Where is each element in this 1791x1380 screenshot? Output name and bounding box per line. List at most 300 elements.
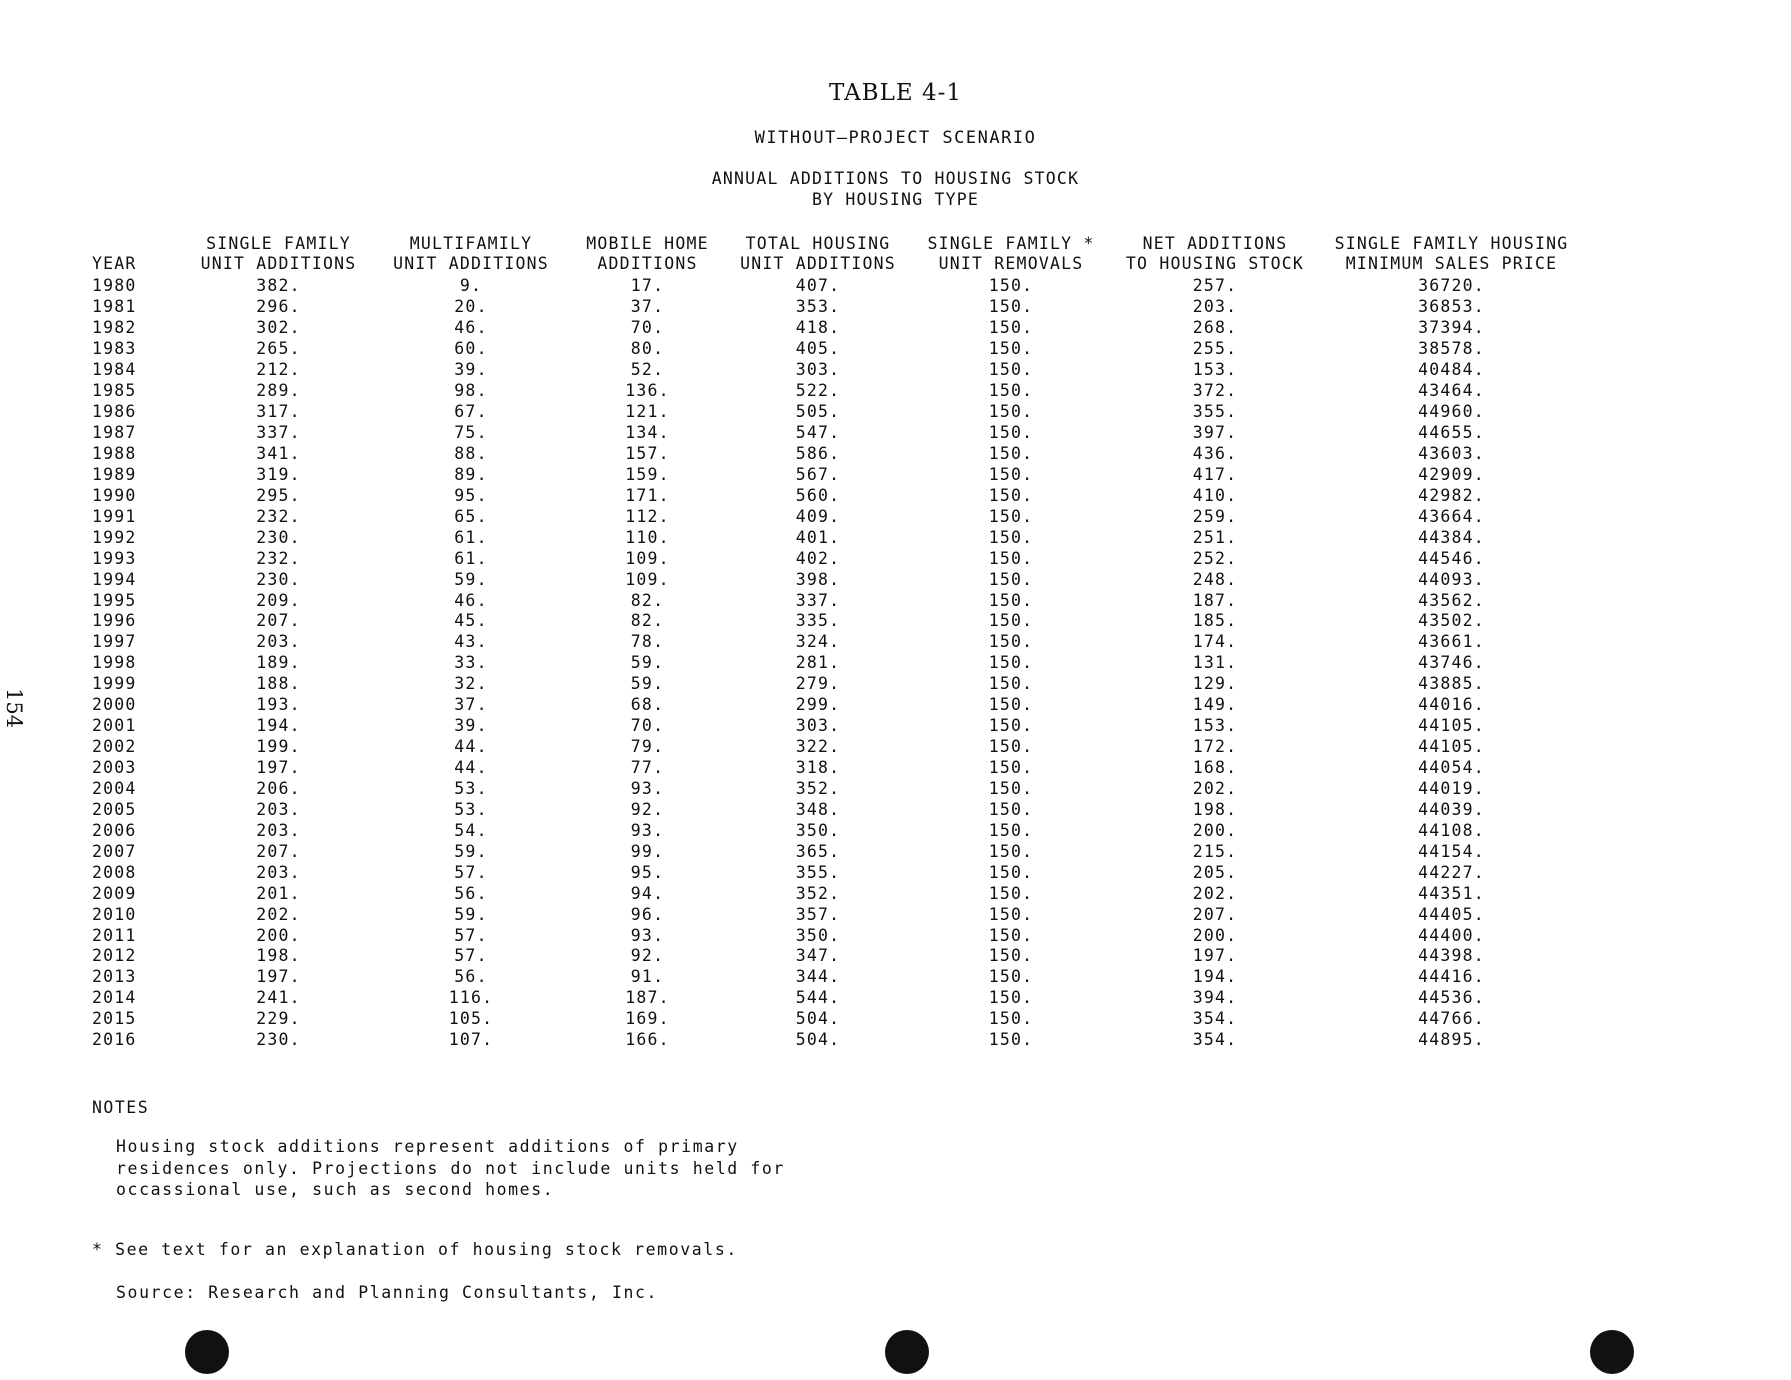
year-cell: 2014 — [92, 988, 137, 1008]
total-cell: 504. — [795, 1009, 841, 1029]
mobile-home-cell: 17. — [630, 276, 665, 296]
mobile-home-cell: 91. — [630, 967, 665, 987]
net-additions-cell: 172. — [1192, 737, 1238, 757]
total-cell: 407. — [795, 276, 841, 296]
single-family-cell: 198. — [256, 946, 301, 966]
housing-additions-table — [92, 234, 1583, 1051]
min-price-cell: 44405. — [1418, 904, 1485, 924]
column-header-single-family: SINGLE FAMILY UNIT ADDITIONS — [200, 234, 357, 273]
removals-cell: 150. — [988, 988, 1034, 1008]
single-family-cell: 197. — [256, 967, 301, 987]
multifamily-cell: 39. — [454, 360, 488, 380]
column-header-mobile-home: MOBILE HOME ADDITIONS — [586, 234, 709, 273]
multifamily-cell: 61. — [454, 527, 488, 547]
single-family-cell: 232. — [256, 548, 301, 568]
year-cell: 1985 — [92, 381, 137, 401]
single-family-cell: 193. — [256, 695, 301, 715]
single-family-cell: 203. — [256, 862, 301, 882]
table-header-row — [92, 234, 1583, 276]
min-price-cell: 44398. — [1418, 946, 1485, 966]
mobile-home-cell: 37. — [630, 297, 665, 317]
multifamily-cell: 43. — [454, 632, 488, 652]
net-additions-cell: 251. — [1192, 527, 1238, 547]
footnote: * See text for an explanation of housing stock removals. — [92, 1240, 738, 1259]
net-additions-cell: 149. — [1192, 695, 1238, 715]
net-additions-cell: 248. — [1192, 569, 1238, 589]
year-cell: 1991 — [92, 506, 137, 526]
multifamily-cell: 105. — [448, 1009, 494, 1029]
total-cell: 353. — [795, 297, 841, 317]
column-header-multifamily: MULTIFAMILY UNIT ADDITIONS — [393, 234, 549, 273]
total-cell: 357. — [795, 904, 841, 924]
year-cell: 2006 — [92, 820, 137, 840]
min-price-cell: 44546. — [1418, 548, 1485, 568]
single-family-cell: 207. — [256, 841, 301, 861]
removals-cell: 150. — [988, 695, 1034, 715]
table-row — [92, 506, 1583, 527]
mobile-home-cell: 79. — [630, 737, 665, 757]
removals-cell: 150. — [988, 674, 1034, 694]
net-additions-cell: 354. — [1192, 1009, 1238, 1029]
min-price-cell: 44154. — [1418, 841, 1485, 861]
total-cell: 303. — [795, 716, 841, 736]
removals-cell: 150. — [988, 381, 1034, 401]
single-family-cell: 241. — [256, 988, 301, 1008]
mobile-home-cell: 169. — [625, 1009, 670, 1029]
table-row — [92, 904, 1583, 925]
mobile-home-cell: 109. — [625, 548, 670, 568]
single-family-cell: 341. — [256, 443, 301, 463]
table-row — [92, 779, 1583, 800]
mobile-home-cell: 82. — [630, 611, 665, 631]
removals-cell: 150. — [988, 590, 1034, 610]
net-additions-cell: 394. — [1192, 988, 1238, 1008]
net-additions-cell: 268. — [1192, 318, 1238, 338]
removals-cell: 150. — [988, 841, 1034, 861]
multifamily-cell: 54. — [454, 820, 488, 840]
single-family-cell: 188. — [256, 674, 301, 694]
removals-cell: 150. — [988, 716, 1034, 736]
total-cell: 318. — [795, 758, 841, 778]
year-cell: 1987 — [92, 423, 137, 443]
multifamily-cell: 60. — [454, 339, 488, 359]
punch-hole — [885, 1330, 929, 1374]
year-cell: 1982 — [92, 318, 137, 338]
single-family-cell: 206. — [256, 778, 301, 798]
total-cell: 522. — [795, 381, 841, 401]
total-cell: 586. — [795, 443, 841, 463]
single-family-cell: 203. — [256, 820, 301, 840]
net-additions-cell: 153. — [1192, 360, 1238, 380]
single-family-cell: 203. — [256, 799, 301, 819]
removals-cell: 150. — [988, 569, 1034, 589]
table-row — [92, 799, 1583, 820]
removals-cell: 150. — [988, 297, 1034, 317]
total-cell: 303. — [795, 360, 841, 380]
multifamily-cell: 56. — [454, 883, 488, 903]
mobile-home-cell: 109. — [625, 569, 670, 589]
min-price-cell: 44039. — [1418, 799, 1485, 819]
multifamily-cell: 88. — [454, 443, 488, 463]
single-family-cell: 295. — [256, 485, 301, 505]
year-cell: 2011 — [92, 925, 137, 945]
min-price-cell: 43502. — [1418, 611, 1485, 631]
multifamily-cell: 89. — [454, 464, 488, 484]
total-cell: 544. — [795, 988, 841, 1008]
table-row — [92, 862, 1583, 883]
single-family-cell: 317. — [256, 402, 301, 422]
mobile-home-cell: 159. — [625, 464, 670, 484]
multifamily-cell: 57. — [454, 946, 488, 966]
punch-hole — [1590, 1330, 1634, 1374]
mobile-home-cell: 94. — [630, 883, 665, 903]
table-row — [92, 485, 1583, 506]
year-cell: 2008 — [92, 862, 137, 882]
table-row — [92, 737, 1583, 758]
removals-cell: 150. — [988, 276, 1034, 296]
removals-cell: 150. — [988, 464, 1034, 484]
year-cell: 2000 — [92, 695, 137, 715]
multifamily-cell: 95. — [454, 485, 488, 505]
description-line-2: BY HOUSING TYPE — [811, 190, 979, 209]
min-price-cell: 44536. — [1418, 988, 1485, 1008]
year-cell: 2004 — [92, 778, 137, 798]
net-additions-cell: 259. — [1192, 506, 1238, 526]
multifamily-cell: 44. — [454, 758, 488, 778]
net-additions-cell: 185. — [1192, 611, 1238, 631]
multifamily-cell: 9. — [459, 276, 483, 296]
multifamily-cell: 37. — [454, 695, 488, 715]
total-cell: 348. — [795, 799, 841, 819]
table-row — [92, 297, 1583, 318]
table-row — [92, 590, 1583, 611]
net-additions-cell: 200. — [1192, 925, 1238, 945]
single-family-cell: 212. — [256, 360, 301, 380]
multifamily-cell: 107. — [448, 1030, 494, 1050]
net-additions-cell: 194. — [1192, 967, 1238, 987]
single-family-cell: 230. — [256, 527, 301, 547]
multifamily-cell: 44. — [454, 737, 488, 757]
multifamily-cell: 32. — [454, 674, 488, 694]
year-cell: 1988 — [92, 443, 137, 463]
table-row — [92, 674, 1583, 695]
net-additions-cell: 203. — [1192, 297, 1238, 317]
total-cell: 402. — [795, 548, 841, 568]
multifamily-cell: 61. — [454, 548, 488, 568]
min-price-cell: 44960. — [1418, 402, 1485, 422]
total-cell: 337. — [795, 590, 841, 610]
single-family-cell: 197. — [256, 758, 301, 778]
year-cell: 2016 — [92, 1030, 137, 1050]
net-additions-cell: 255. — [1192, 339, 1238, 359]
total-cell: 398. — [795, 569, 841, 589]
total-cell: 347. — [795, 946, 841, 966]
total-cell: 365. — [795, 841, 841, 861]
year-cell: 2007 — [92, 841, 137, 861]
multifamily-cell: 98. — [454, 381, 488, 401]
min-price-cell: 44895. — [1418, 1030, 1485, 1050]
net-additions-cell: 372. — [1192, 381, 1238, 401]
single-family-cell: 337. — [256, 423, 301, 443]
multifamily-cell: 116. — [448, 988, 494, 1008]
min-price-cell: 44105. — [1418, 737, 1485, 757]
table-row — [92, 464, 1583, 485]
year-cell: 2001 — [92, 716, 137, 736]
net-additions-cell: 174. — [1192, 632, 1238, 652]
removals-cell: 150. — [988, 925, 1034, 945]
total-cell: 418. — [795, 318, 841, 338]
year-cell: 2009 — [92, 883, 137, 903]
removals-cell: 150. — [988, 799, 1034, 819]
multifamily-cell: 57. — [454, 862, 488, 882]
multifamily-cell: 46. — [454, 318, 488, 338]
min-price-cell: 44016. — [1418, 695, 1485, 715]
net-additions-cell: 410. — [1192, 485, 1238, 505]
year-cell: 1995 — [92, 590, 137, 610]
mobile-home-cell: 59. — [630, 674, 665, 694]
net-additions-cell: 168. — [1192, 758, 1238, 778]
year-cell: 1984 — [92, 360, 137, 380]
year-cell: 2012 — [92, 946, 137, 966]
net-additions-cell: 215. — [1192, 841, 1238, 861]
mobile-home-cell: 68. — [630, 695, 665, 715]
mobile-home-cell: 92. — [630, 946, 665, 966]
single-family-cell: 265. — [256, 339, 301, 359]
removals-cell: 150. — [988, 485, 1034, 505]
min-price-cell: 43661. — [1418, 632, 1485, 652]
mobile-home-cell: 70. — [630, 716, 665, 736]
year-cell: 1986 — [92, 402, 137, 422]
table-row — [92, 1009, 1583, 1030]
table-row — [92, 611, 1583, 632]
removals-cell: 150. — [988, 611, 1034, 631]
mobile-home-cell: 166. — [625, 1030, 670, 1050]
single-family-cell: 302. — [256, 318, 301, 338]
table-row — [92, 716, 1583, 737]
mobile-home-cell: 52. — [630, 360, 665, 380]
mobile-home-cell: 82. — [630, 590, 665, 610]
min-price-cell: 44416. — [1418, 967, 1485, 987]
mobile-home-cell: 99. — [630, 841, 665, 861]
single-family-cell: 382. — [256, 276, 301, 296]
removals-cell: 150. — [988, 883, 1034, 903]
removals-cell: 150. — [988, 339, 1034, 359]
total-cell: 324. — [795, 632, 841, 652]
net-additions-cell: 355. — [1192, 402, 1238, 422]
removals-cell: 150. — [988, 1009, 1034, 1029]
year-cell: 1992 — [92, 527, 137, 547]
mobile-home-cell: 93. — [630, 925, 665, 945]
table-row — [92, 423, 1583, 444]
min-price-cell: 44400. — [1418, 925, 1485, 945]
table-row — [92, 925, 1583, 946]
removals-cell: 150. — [988, 946, 1034, 966]
net-additions-cell: 198. — [1192, 799, 1238, 819]
year-cell: 1981 — [92, 297, 137, 317]
min-price-cell: 44227. — [1418, 862, 1485, 882]
table-row — [92, 381, 1583, 402]
scenario-title: WITHOUT—PROJECT SCENARIO — [754, 128, 1037, 148]
min-price-cell: 44105. — [1418, 716, 1485, 736]
removals-cell: 150. — [988, 904, 1034, 924]
description-line-1: ANNUAL ADDITIONS TO HOUSING STOCK — [711, 169, 1080, 188]
single-family-cell: 201. — [256, 883, 301, 903]
mobile-home-cell: 121. — [625, 402, 670, 422]
year-cell: 1998 — [92, 653, 137, 673]
page-number: 154 — [2, 688, 26, 729]
mobile-home-cell: 112. — [625, 506, 670, 526]
total-cell: 567. — [795, 464, 841, 484]
table-row — [92, 1030, 1583, 1051]
punch-hole — [185, 1330, 229, 1374]
single-family-cell: 207. — [256, 611, 301, 631]
table-row — [92, 653, 1583, 674]
removals-cell: 150. — [988, 758, 1034, 778]
total-cell: 279. — [795, 674, 841, 694]
single-family-cell: 199. — [256, 737, 301, 757]
min-price-cell: 44384. — [1418, 527, 1485, 547]
year-cell: 1996 — [92, 611, 137, 631]
removals-cell: 150. — [988, 820, 1034, 840]
table-row — [92, 402, 1583, 423]
total-cell: 547. — [795, 423, 841, 443]
multifamily-cell: 59. — [454, 904, 488, 924]
table-row — [92, 758, 1583, 779]
year-cell: 2002 — [92, 737, 137, 757]
net-additions-cell: 257. — [1192, 276, 1238, 296]
table-row — [92, 988, 1583, 1009]
net-additions-cell: 207. — [1192, 904, 1238, 924]
min-price-cell: 42909. — [1418, 464, 1485, 484]
min-price-cell: 36720. — [1418, 276, 1485, 296]
min-price-cell: 44019. — [1418, 778, 1485, 798]
year-cell: 2010 — [92, 904, 137, 924]
year-cell: 2005 — [92, 799, 137, 819]
min-price-cell: 44054. — [1418, 758, 1485, 778]
table-row — [92, 883, 1583, 904]
removals-cell: 150. — [988, 443, 1034, 463]
removals-cell: 150. — [988, 506, 1034, 526]
multifamily-cell: 59. — [454, 569, 488, 589]
mobile-home-cell: 93. — [630, 820, 665, 840]
removals-cell: 150. — [988, 360, 1034, 380]
column-header-year: YEAR — [92, 254, 137, 273]
removals-cell: 150. — [988, 402, 1034, 422]
total-cell: 504. — [795, 1030, 841, 1050]
min-price-cell: 40484. — [1418, 360, 1485, 380]
single-family-cell: 202. — [256, 904, 301, 924]
multifamily-cell: 59. — [454, 841, 488, 861]
total-cell: 401. — [795, 527, 841, 547]
notes-body: Housing stock additions represent additions of primary residences only. Projections do not include units held for occassional use, such as second homes. — [116, 1137, 785, 1199]
year-cell: 1999 — [92, 674, 137, 694]
multifamily-cell: 67. — [454, 402, 488, 422]
mobile-home-cell: 80. — [630, 339, 665, 359]
removals-cell: 150. — [988, 737, 1034, 757]
min-price-cell: 44093. — [1418, 569, 1485, 589]
min-price-cell: 42982. — [1418, 485, 1485, 505]
single-family-cell: 189. — [256, 653, 301, 673]
year-cell: 1990 — [92, 485, 137, 505]
multifamily-cell: 57. — [454, 925, 488, 945]
total-cell: 409. — [795, 506, 841, 526]
year-cell: 1993 — [92, 548, 137, 568]
year-cell: 2015 — [92, 1009, 137, 1029]
mobile-home-cell: 70. — [630, 318, 665, 338]
mobile-home-cell: 171. — [625, 485, 670, 505]
multifamily-cell: 56. — [454, 967, 488, 987]
table-row — [92, 569, 1583, 590]
mobile-home-cell: 92. — [630, 799, 665, 819]
year-cell: 1983 — [92, 339, 137, 359]
mobile-home-cell: 59. — [630, 653, 665, 673]
table-row — [92, 527, 1583, 548]
removals-cell: 150. — [988, 967, 1034, 987]
table-row — [92, 444, 1583, 465]
removals-cell: 150. — [988, 423, 1034, 443]
single-family-cell: 230. — [256, 1030, 301, 1050]
total-cell: 350. — [795, 925, 841, 945]
table-row — [92, 632, 1583, 653]
removals-cell: 150. — [988, 548, 1034, 568]
single-family-cell: 319. — [256, 464, 301, 484]
column-header-removals: SINGLE FAMILY * UNIT REMOVALS — [927, 234, 1095, 273]
mobile-home-cell: 95. — [630, 862, 665, 882]
year-cell: 1994 — [92, 569, 137, 589]
notes-heading: NOTES — [92, 1098, 150, 1117]
single-family-cell: 230. — [256, 569, 301, 589]
mobile-home-cell: 136. — [625, 381, 670, 401]
removals-cell: 150. — [988, 527, 1034, 547]
min-price-cell: 36853. — [1418, 297, 1485, 317]
net-additions-cell: 397. — [1192, 423, 1238, 443]
net-additions-cell: 202. — [1192, 883, 1238, 903]
min-price-cell: 43746. — [1418, 653, 1485, 673]
total-cell: 322. — [795, 737, 841, 757]
min-price-cell: 37394. — [1418, 318, 1485, 338]
single-family-cell: 229. — [256, 1009, 301, 1029]
min-price-cell: 44108. — [1418, 820, 1485, 840]
removals-cell: 150. — [988, 778, 1034, 798]
removals-cell: 150. — [988, 632, 1034, 652]
net-additions-cell: 197. — [1192, 946, 1238, 966]
total-cell: 505. — [795, 402, 841, 422]
column-header-min-price: SINGLE FAMILY HOUSING MINIMUM SALES PRICE — [1334, 234, 1569, 273]
total-cell: 350. — [795, 820, 841, 840]
mobile-home-cell: 77. — [630, 758, 665, 778]
table-row — [92, 841, 1583, 862]
net-additions-cell: 129. — [1192, 674, 1238, 694]
multifamily-cell: 75. — [454, 423, 488, 443]
net-additions-cell: 153. — [1192, 716, 1238, 736]
min-price-cell: 43562. — [1418, 590, 1485, 610]
total-cell: 335. — [795, 611, 841, 631]
multifamily-cell: 20. — [454, 297, 488, 317]
single-family-cell: 289. — [256, 381, 301, 401]
net-additions-cell: 436. — [1192, 443, 1238, 463]
total-cell: 299. — [795, 695, 841, 715]
table-row — [92, 946, 1583, 967]
net-additions-cell: 252. — [1192, 548, 1238, 568]
single-family-cell: 203. — [256, 632, 301, 652]
net-additions-cell: 131. — [1192, 653, 1238, 673]
mobile-home-cell: 134. — [625, 423, 670, 443]
min-price-cell: 44351. — [1418, 883, 1485, 903]
total-cell: 344. — [795, 967, 841, 987]
total-cell: 352. — [795, 778, 841, 798]
net-additions-cell: 200. — [1192, 820, 1238, 840]
total-cell: 355. — [795, 862, 841, 882]
